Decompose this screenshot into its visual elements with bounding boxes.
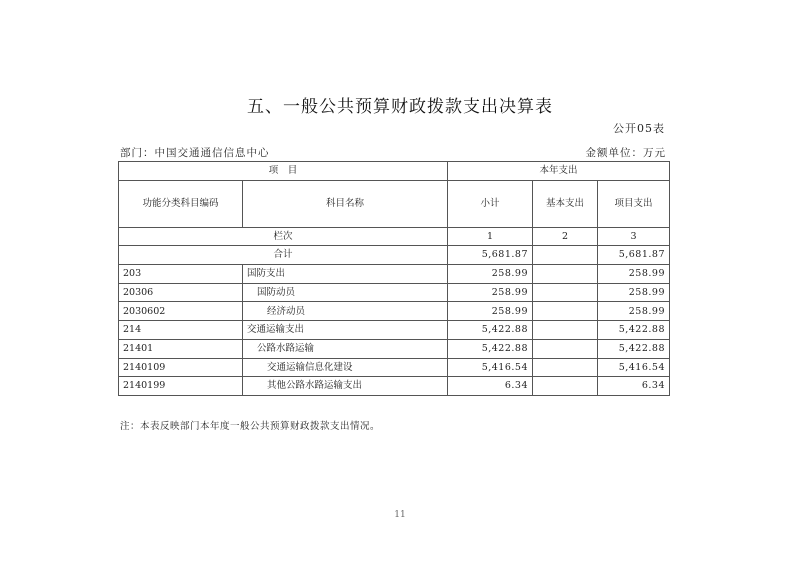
row-code: 2030602 <box>119 302 243 321</box>
unit-label: 金额单位：万元 <box>585 147 666 159</box>
header-item: 项 目 <box>119 162 448 181</box>
row-name: 国防动员 <box>243 283 448 302</box>
row-basic <box>533 321 598 340</box>
expenditure-table <box>118 161 670 396</box>
row-project: 5,422.88 <box>598 321 670 340</box>
total-label: 合计 <box>119 246 448 265</box>
department-label: 部门：中国交通通信信息中心 <box>120 147 270 159</box>
row-basic <box>533 302 598 321</box>
row-project: 258.99 <box>598 283 670 302</box>
header-basic: 基本支出 <box>533 180 598 227</box>
row-code: 2140109 <box>119 358 243 377</box>
row-code: 21401 <box>119 339 243 358</box>
row-label-cell: 栏次 <box>119 227 448 246</box>
row-project: 6.34 <box>598 377 670 396</box>
table-row <box>119 339 670 358</box>
row-name: 交通运输信息化建设 <box>243 358 448 377</box>
row-project: 258.99 <box>598 302 670 321</box>
column-number-row <box>119 227 670 246</box>
header-row-1 <box>119 162 670 181</box>
row-basic <box>533 339 598 358</box>
row-subtotal: 6.34 <box>448 377 533 396</box>
col-no-3: 3 <box>598 227 670 246</box>
row-subtotal: 258.99 <box>448 265 533 284</box>
row-name: 其他公路水路运输支出 <box>243 377 448 396</box>
row-name: 国防支出 <box>243 265 448 284</box>
total-subtotal: 5,681.87 <box>448 246 533 265</box>
row-code: 2140199 <box>119 377 243 396</box>
header-row-2 <box>119 180 670 227</box>
col-no-2: 2 <box>533 227 598 246</box>
row-subtotal: 258.99 <box>448 283 533 302</box>
total-basic <box>533 246 598 265</box>
form-number: 公开05表 <box>613 122 665 135</box>
row-name: 公路水路运输 <box>243 339 448 358</box>
table-row <box>119 377 670 396</box>
row-subtotal: 258.99 <box>448 302 533 321</box>
table-row <box>119 283 670 302</box>
header-code: 功能分类科目编码 <box>119 180 243 227</box>
row-name: 经济动员 <box>243 302 448 321</box>
row-project: 5,422.88 <box>598 339 670 358</box>
row-subtotal: 5,422.88 <box>448 321 533 340</box>
row-subtotal: 5,422.88 <box>448 339 533 358</box>
row-name: 交通运输支出 <box>243 321 448 340</box>
row-subtotal: 5,416.54 <box>448 358 533 377</box>
row-basic <box>533 265 598 284</box>
header-name: 科目名称 <box>243 180 448 227</box>
header-project: 项目支出 <box>598 180 670 227</box>
row-project: 258.99 <box>598 265 670 284</box>
page-title: 五、一般公共预算财政拨款支出决算表 <box>247 97 553 117</box>
row-code: 20306 <box>119 283 243 302</box>
header-year-expenditure: 本年支出 <box>448 162 670 181</box>
total-project: 5,681.87 <box>598 246 670 265</box>
table-row <box>119 321 670 340</box>
col-no-1: 1 <box>448 227 533 246</box>
row-basic <box>533 358 598 377</box>
total-row <box>119 246 670 265</box>
footnote: 注：本表反映部门本年度一般公共预算财政拨款支出情况。 <box>120 421 381 432</box>
table-row <box>119 358 670 377</box>
table-row <box>119 265 670 284</box>
row-basic <box>533 283 598 302</box>
row-project: 5,416.54 <box>598 358 670 377</box>
table-row <box>119 302 670 321</box>
header-subtotal: 小计 <box>448 180 533 227</box>
page-number: 11 <box>394 510 406 520</box>
row-code: 203 <box>119 265 243 284</box>
row-basic <box>533 377 598 396</box>
row-code: 214 <box>119 321 243 340</box>
